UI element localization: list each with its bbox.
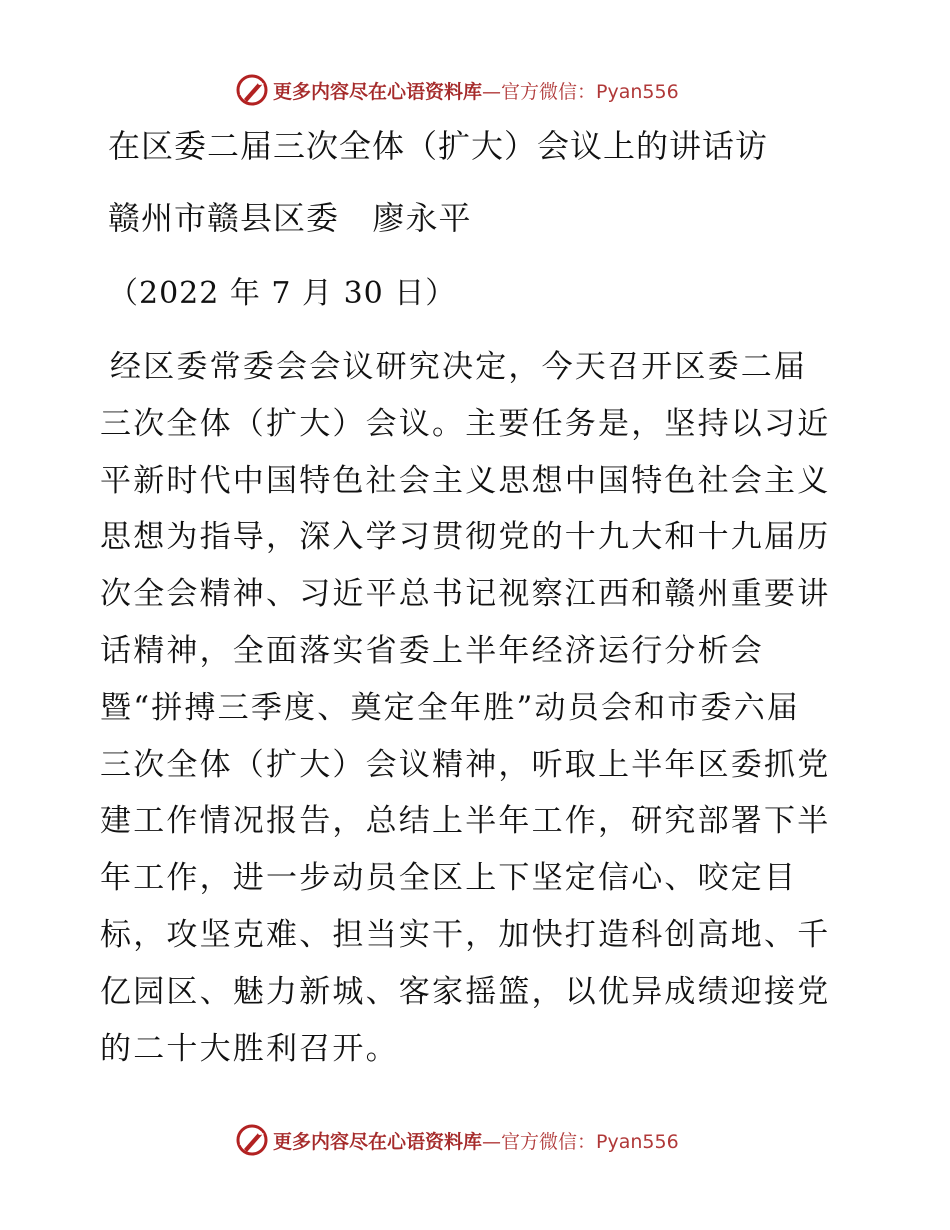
body-line: 次全会精神、习近平总书记视察江西和赣州重要讲 xyxy=(100,576,831,613)
watermark-banner-top xyxy=(235,72,679,108)
watermark-lead-text: 更多内容尽在心语资料库 xyxy=(273,80,483,103)
body-line: 三次全体（扩大）会议精神，听取上半年区委抓党 xyxy=(100,746,831,783)
pen-logo-icon xyxy=(235,1123,269,1157)
body-line: 思想为指导，深入学习贯彻党的十九大和十九届历 xyxy=(100,519,831,556)
document-body xyxy=(100,344,852,1082)
document-date: （2022 年 7 月 30 日） xyxy=(108,276,457,311)
body-line: 平新时代中国特色社会主义思想中国特色社会主义 xyxy=(100,462,831,499)
body-line: 标，攻坚克难、担当实干，加快打造科创高地、千 xyxy=(100,916,831,953)
watermark-tail-text: —官方微信：Pyan556 xyxy=(482,1130,679,1153)
document-byline: 赣州市赣县区委 廖永平 xyxy=(108,199,472,237)
body-line: 的二十大胜利召开。 xyxy=(100,1030,399,1067)
watermark-tail-text: —官方微信：Pyan556 xyxy=(482,80,679,103)
body-line: 亿园区、魅力新城、客家摇篮，以优异成绩迎接党 xyxy=(100,973,831,1010)
body-line: 三次全体（扩大）会议。主要任务是，坚持以习近 xyxy=(100,405,831,442)
pen-logo-icon xyxy=(235,73,269,107)
body-line: 建工作情况报告，总结上半年工作，研究部署下半 xyxy=(100,803,831,840)
document-title: 在区委二届三次全体（扩大）会议上的讲话访 xyxy=(108,127,769,165)
body-line: 年工作，进一步动员全区上下坚定信心、咬定目 xyxy=(100,860,798,897)
body-line: 经区委常委会会议研究决定，今天召开区委二届 xyxy=(110,349,808,385)
body-line: 暨“拼搏三季度、奠定全年胜”动员会和市委六届 xyxy=(100,689,801,726)
watermark-banner-bottom xyxy=(235,1122,679,1158)
body-line: 话精神，全面落实省委上半年经济运行分析会 xyxy=(100,632,764,669)
watermark-lead-text: 更多内容尽在心语资料库 xyxy=(273,1130,483,1153)
